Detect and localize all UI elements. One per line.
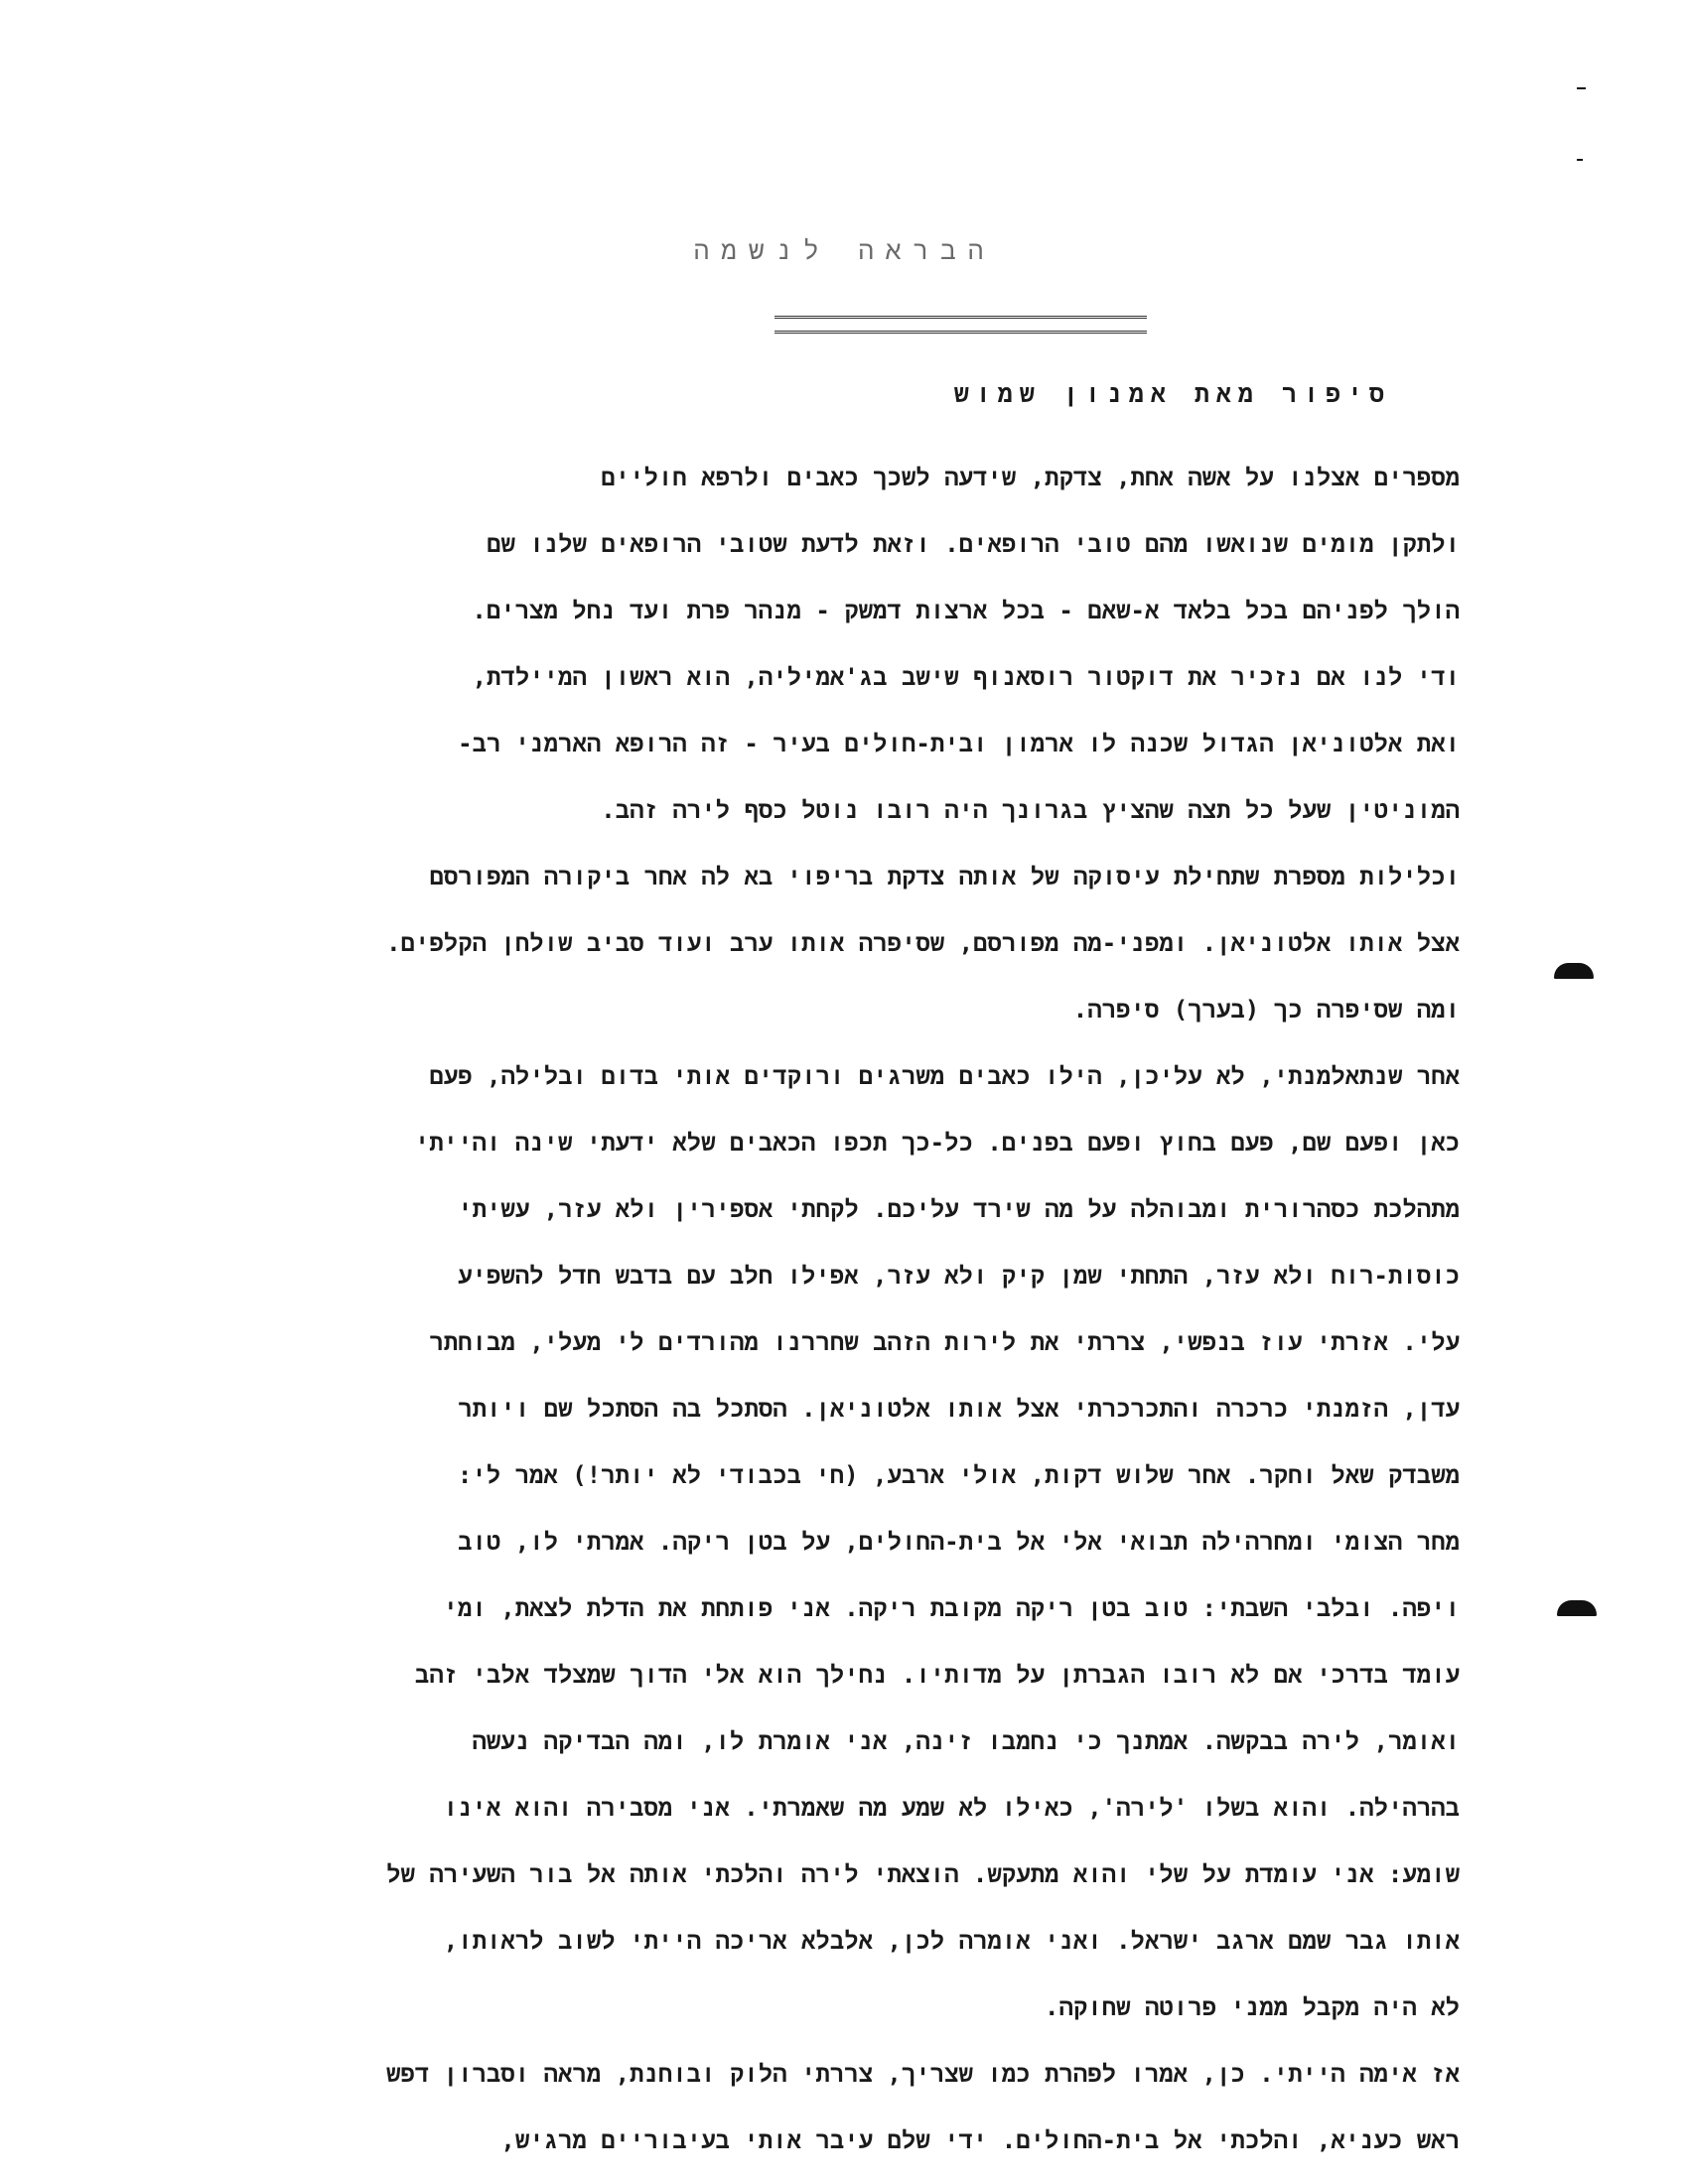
document-title: הבראה לנשמה: [693, 236, 996, 266]
text-line: אחר שנתאלמנתי, לא עליכן, הילו כאבים משרגים ורוקדים אותי בדום ובלילה, פעם: [429, 1062, 1460, 1090]
text-line: מספרים אצלנו על אשה אחת, צדקת, שידעה לשכך כאבים ולרפא חוליים: [601, 464, 1460, 491]
document-body: [99, 445, 1460, 2174]
text-line: אצל אותו אלטוניאן. ומפני-מה מפורסם, שסיפרה אותו ערב ועוד סביב שולחן הקלפים.: [386, 929, 1460, 957]
text-line: עדן, הזמנתי כרכרה והתכרכרתי אצל אותו אלטוניאן. הסתכל בה הסתכל שם ויותר: [458, 1395, 1460, 1423]
text-line: וכלילות מספרת שתחילת עיסוקה של אותה צדקת בריפוי בא לה אחר ביקורה המפורסם: [429, 863, 1460, 890]
text-line: ראש כעניא, והלכתי אל בית-החולים. ידי שלם עיבר אותי בעיבוריים מרגיש,: [500, 2126, 1460, 2154]
text-line: לא היה מקבל ממני פרוטה שחוקה.: [1045, 1993, 1460, 2021]
scan-speck: [1577, 87, 1586, 89]
text-line: בהרהילה. והוא בשלו 'לירה', כאילו לא שמע מה שאמרתי. אני מסבירה והוא אינו: [443, 1794, 1460, 1822]
text-line: מחר הצומי ומחרהילה תבואי אלי אל בית-החולים, על בטן ריקה. אמרתי לו, טוב: [458, 1528, 1460, 1556]
text-line: שומע: אני עומדת על שלי והוא מתעקש. הוצאתי לירה והלכתי אותה אל בור השעירה של: [386, 1860, 1460, 1888]
text-line: המוניטין שעל כל תצה שהציץ בגרונך היה רובו נוטל כסף לירה זהב.: [601, 796, 1460, 824]
punch-hole-mark: [1557, 1600, 1597, 1616]
title-underline: [774, 316, 1147, 334]
text-line: ואת אלטוניאן הגדול שכנה לו ארמון ובית-חולים בעיר - זה הרופא הארמני רב-: [458, 730, 1460, 757]
scan-speck: [1577, 159, 1583, 161]
text-line: ויפה. ובלבי השבתי: טוב בטן ריקה מקובת ריקה. אני פותחת את הדלת לצאת, ומי: [443, 1594, 1460, 1622]
punch-hole-mark: [1554, 963, 1594, 979]
text-line: עומד בדרכי אם לא רובו הגברתן על מדותיו. נחילך הוא אלי הדוך שמצלד אלבי זהב: [414, 1661, 1460, 1689]
text-line: מתהלכת כסהרורית ומבוהלה על מה שירד עליכם. לקחתי אספירין ולא עזר, עשיתי: [458, 1195, 1460, 1223]
text-line: כאן ופעם שם, פעם בחוץ ופעם בפנים. כל-כך תכפו הכאבים שלא ידעתי שינה והייתי: [414, 1129, 1460, 1157]
text-line: אותו גבר שמם ארגב ישראל. ואני אומרה לכן, אלבלא אריכה הייתי לשוב לראותו,: [443, 1927, 1460, 1955]
byline: סיפור מאת אמנון שמוש: [953, 379, 1391, 408]
text-line: אז אימה הייתי. כן, אמרו לפהרת כמו שצריך, צררתי הלוק ובוחנת, מראה וסברון דפש: [386, 2060, 1460, 2088]
text-line: משבדק שאל וחקר. אחר שלוש דקות, אולי ארבע, (חי בכבודי לא יותר!) אמר לי:: [457, 1461, 1460, 1489]
text-line: ואומר, לירה בבקשה. אמתנך כי נחמבו זינה, אני אומרת לו, ומה הבדיקה נעשה: [472, 1727, 1460, 1755]
text-line: עלי. אזרתי עוז בנפשי, צררתי את לירות הזהב שחררנו מהורדים לי מעלי, מבוחתר: [429, 1328, 1460, 1356]
text-line: ולתקן מומים שנואשו מהם טובי הרופאים. וזאת לדעת שטובי הרופאים שלנו שם: [487, 530, 1460, 558]
text-line: הולך לפניהם בכל בלאד א-שאם - בכל ארצות דמשק - מנהר פרת ועד נחל מצרים.: [472, 597, 1460, 624]
text-line: ומה שסיפרה כך (בערך) סיפרה.: [1072, 996, 1460, 1024]
text-line: ודי לנו אם נזכיר את דוקטור רוסאנוף שישב בג'אמיליה, הוא ראשון המיילדת,: [472, 663, 1460, 691]
text-line: כוסות-רוח ולא עזר, התחתי שמן קיק ולא עזר, אפילו חלב עם בדבש חדל להשפיע: [458, 1262, 1460, 1290]
